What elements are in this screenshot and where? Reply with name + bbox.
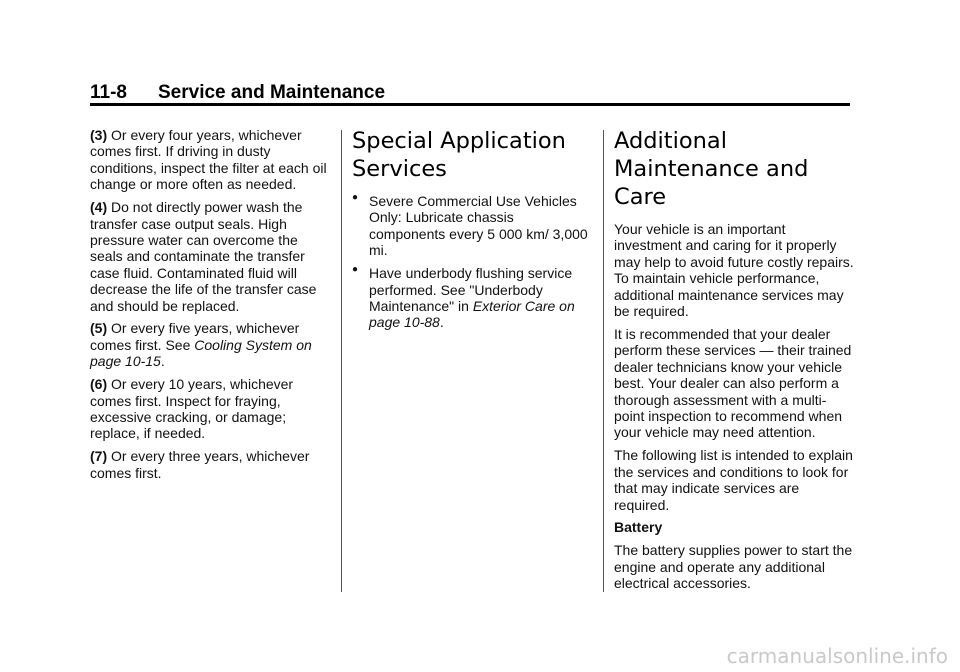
column-footnotes [90,127,330,488]
footnote-7 [90,448,330,481]
watermark: carmanualsonline.info [726,644,948,668]
footnote-text: Or every 10 years, whichever comes first. Inspect for fraying, excessive cracking, or damage; replace, if needed. [90,376,294,442]
footnote-number: (4) [90,199,108,216]
footnote-tail: . [160,353,165,370]
column-special-services [352,127,592,337]
subheading-battery: Battery [614,519,663,536]
column-additional-maintenance [614,127,854,598]
footnote-text: Or every three years, whichever comes first. [90,448,310,481]
section-heading: Special Application Services [352,128,566,182]
header-rule [90,103,850,106]
cross-reference-link[interactable]: Exterior Care on page 10-88 [369,297,575,331]
bullet-icon: ● [352,192,359,203]
paragraph: Your vehicle is an important investment and caring for it properly may help to avoid future costly repairs. To maintain vehicle performance, additional maintenance services may be required. [614,221,854,320]
footnote-text: Or every five years, whichever comes first. See [90,320,300,353]
footnote-number: (5) [90,320,108,337]
section-heading: Additional Maintenance and Care [614,128,809,210]
list-item [352,265,592,331]
footnote-number: (6) [90,376,108,393]
bullet-list [352,193,592,331]
footnote-5 [90,320,330,369]
paragraph: The battery supplies power to start the engine and operate any additional electrical accessories. [614,542,853,592]
footnote-text: Or every four years, whichever comes first. If driving in dusty conditions, inspect the filter at each oil change or more often as needed. [90,127,327,193]
page-number: 11-8 [90,82,127,103]
list-item [352,193,592,259]
cross-reference-link[interactable]: Cooling System on page 10-15 [90,336,312,370]
footnote-4 [90,199,330,314]
footnote-number: (3) [90,127,108,143]
footnote-6 [90,376,330,442]
column-divider-2 [603,130,604,592]
footnote-text: Do not directly power wash the transfer case output seals. High pressure water can overcome the seals and contaminate the transfer case fluid. Contaminated fluid will decrease the life of the transfer case and should be replaced. [90,199,317,314]
column-divider-1 [341,130,342,592]
section-title: Service and Maintenance [158,82,386,103]
list-item-text: Have underbody flushing service performed. See "Underbody Maintenance" in [369,265,573,314]
footnote-3 [90,127,330,193]
paragraph: The following list is intended to explain the services and conditions to look for that may indicate services are required. [614,447,853,513]
footnote-number: (7) [90,448,108,465]
list-item-text: Severe Commercial Use Vehicles Only: Lubricate chassis components every 5 000 km/ 3,000 mi. [369,193,588,259]
page-header [90,82,850,104]
paragraph: It is recommended that your dealer perform these services — their trained dealer technicians know your vehicle best. Your dealer can also perform a thorough assessment with a multi-point inspection to recommend when your vehicle may need attention. [614,325,852,441]
list-item-tail: . [439,314,444,331]
bullet-icon: ● [352,264,359,276]
